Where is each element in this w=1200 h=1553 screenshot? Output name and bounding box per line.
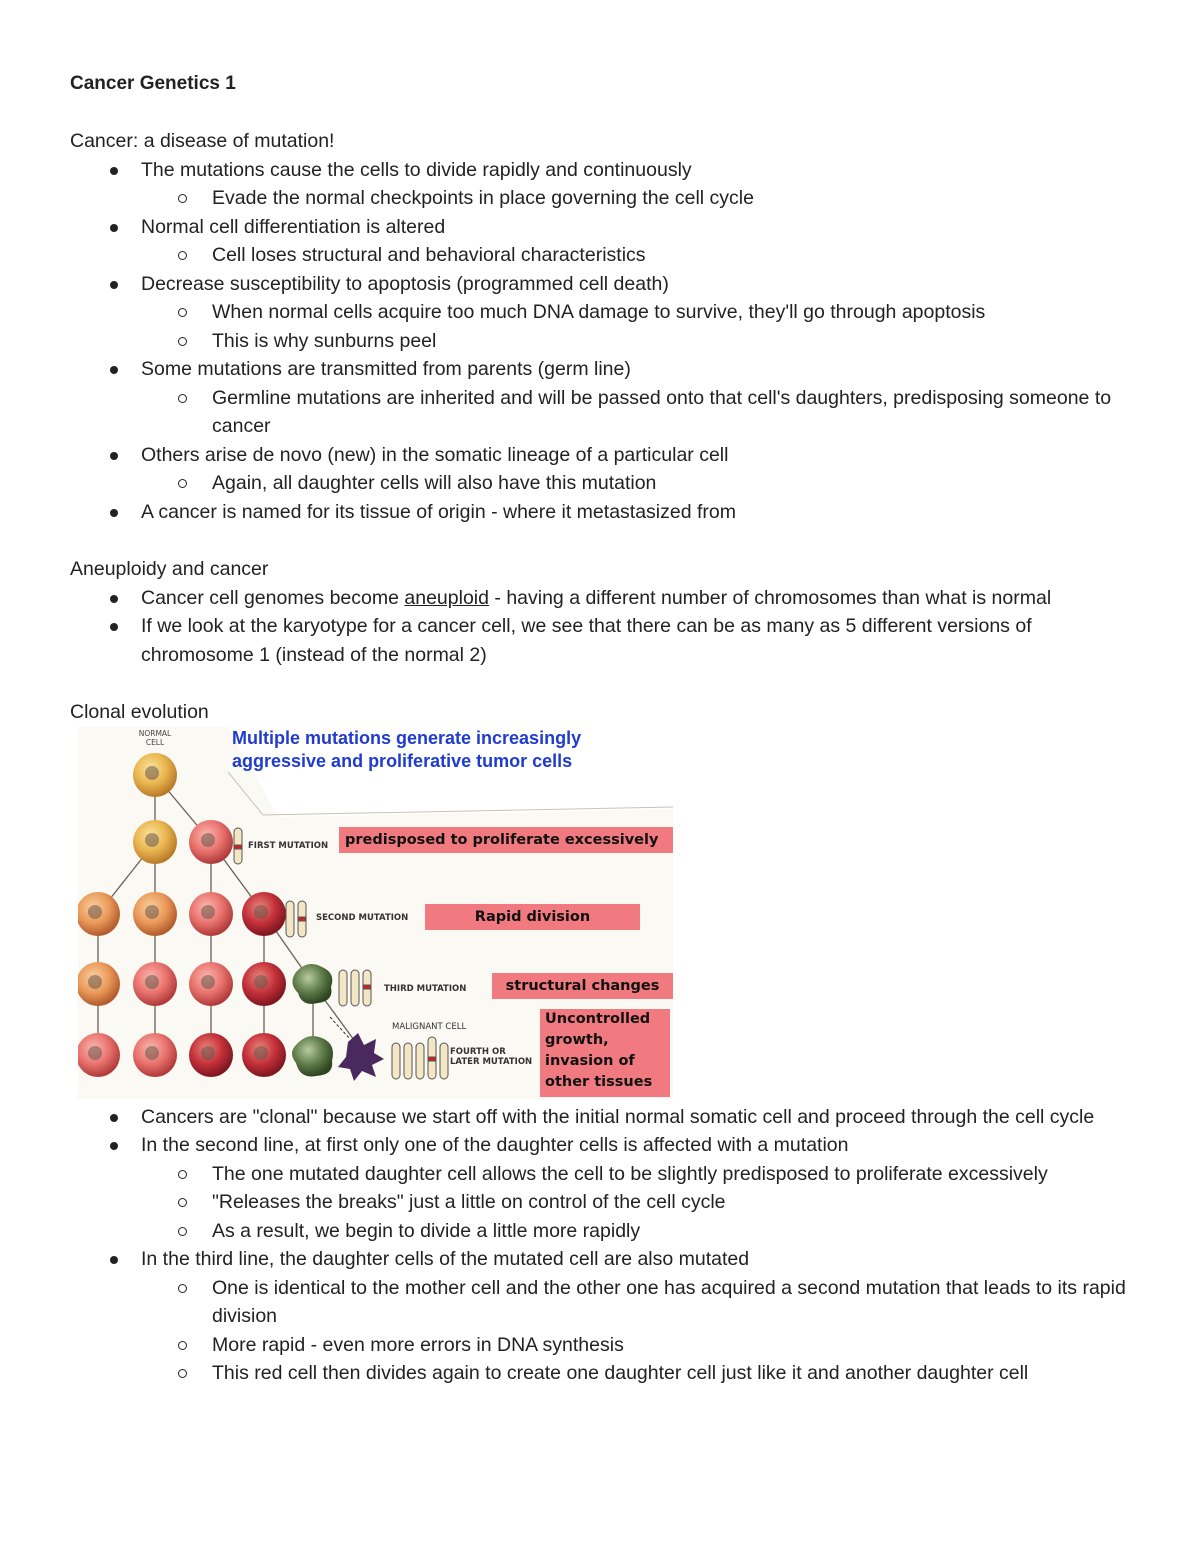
list-item: The one mutated daughter cell allows the cell to be slightly predisposed to proliferate excessively (70, 1160, 1140, 1189)
uncontrolled-growth-label (540, 1009, 670, 1097)
normal-cell-label-line2: CELL (145, 737, 165, 747)
list-item: A cancer is named for its tissue of origin - where it metastasized from (70, 498, 1140, 527)
list-item: Others arise de novo (new) in the somatic lineage of a particular cell (70, 441, 1140, 470)
list-item: In the third line, the daughter cells of the mutated cell are also mutated (70, 1245, 1140, 1274)
bullet-list-aneuploidy (70, 584, 1140, 670)
mutated-cell (292, 963, 332, 1003)
malignant-cell (338, 1033, 384, 1081)
clonal-evolution-figure (78, 727, 673, 1099)
section-heading-clonal: Clonal evolution (70, 701, 209, 723)
section-heading-cancer: Cancer: a disease of mutation! (70, 130, 335, 152)
list-item (70, 584, 1140, 613)
predisposed-label: predisposed to proliferate excessively (339, 827, 673, 853)
list-item: The mutations cause the cells to divide rapidly and continuously (70, 156, 1140, 185)
normal-cell-label-line1: NORMAL (138, 728, 172, 738)
list-item: Some mutations are transmitted from parents (germ line) (70, 355, 1140, 384)
list-item: When normal cells acquire too much DNA damage to survive, they'll go through apoptosis (70, 298, 1140, 327)
list-item: Evade the normal checkpoints in place governing the cell cycle (70, 184, 1140, 213)
text-run: Cancer cell genomes become (141, 586, 405, 609)
figure-title-line2: aggressive and proliferative tumor cells (232, 750, 573, 771)
list-item: Cell loses structural and behavioral characteristics (70, 241, 1140, 270)
structural-changes-label: structural changes (492, 973, 673, 999)
bullet-list-cancer (70, 156, 1140, 527)
rapid-division-label: Rapid division (425, 904, 640, 930)
list-item: This is why sunburns peel (70, 327, 1140, 356)
normal-cell-label (133, 729, 177, 747)
list-item: If we look at the karyotype for a cancer cell, we see that there can be as many as 5 different versions of chromosome 1 (instead of the normal 2) (70, 612, 1140, 669)
mutated-cell (292, 1036, 333, 1076)
text-run: - having a different number of chromosomes than what is normal (488, 586, 1052, 609)
list-item: One is identical to the mother cell and the other one has acquired a second mutation that leads to its rapid division (70, 1274, 1140, 1331)
figure-title-line1: Multiple mutations generate increasingly (232, 727, 582, 748)
list-item: This red cell then divides again to create one daughter cell just like it and another daughter cell (70, 1359, 1140, 1388)
list-item: More rapid - even more errors in DNA synthesis (70, 1331, 1140, 1360)
malignant-cell-label: MALIGNANT CELL (392, 1021, 467, 1032)
bullet-list-clonal (70, 1103, 1140, 1388)
third-mutation-label: THIRD MUTATION (384, 983, 467, 994)
document-page (70, 70, 1140, 1388)
list-item: "Releases the breaks" just a little on control of the cell cycle (70, 1188, 1140, 1217)
list-item: Decrease susceptibility to apoptosis (programmed cell death) (70, 270, 1140, 299)
list-item: Germline mutations are inherited and will be passed onto that cell's daughters, predisposing someone to cancer (70, 384, 1140, 441)
box4-line3: invasion of (545, 1052, 635, 1069)
list-item: In the second line, at first only one of the daughter cells is affected with a mutation (70, 1131, 1140, 1160)
underlined-term: aneuploid (404, 586, 489, 609)
list-item: Cancers are "clonal" because we start off with the initial normal somatic cell and proceed through the cell cycle (70, 1103, 1140, 1132)
fourth-mutation-line1: FOURTH OR (450, 1046, 506, 1057)
box4-line1: Uncontrolled (545, 1010, 651, 1027)
first-mutation-label: FIRST MUTATION (248, 840, 329, 851)
second-mutation-label: SECOND MUTATION (316, 912, 409, 923)
fourth-mutation-line2: LATER MUTATION (450, 1056, 533, 1067)
box4-line4: other tissues (545, 1073, 653, 1090)
fourth-mutation-label (450, 1047, 532, 1067)
section-heading-aneuploidy: Aneuploidy and cancer (70, 558, 269, 580)
document-title: Cancer Genetics 1 (70, 73, 236, 94)
figure-title (232, 727, 632, 773)
box4-line2: growth, (545, 1031, 609, 1048)
list-item: Again, all daughter cells will also have this mutation (70, 469, 1140, 498)
list-item: Normal cell differentiation is altered (70, 213, 1140, 242)
list-item: As a result, we begin to divide a little more rapidly (70, 1217, 1140, 1246)
